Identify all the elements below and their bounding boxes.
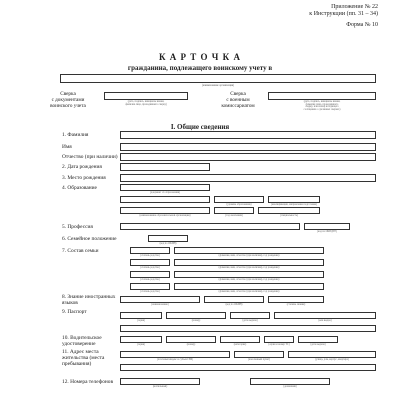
- marital-label: 6. Семейное положение: [62, 236, 117, 242]
- family-kin-hint-3: (степень родства): [140, 278, 160, 281]
- document-subtitle: гражданина, подлежащего воинскому учету в: [127, 64, 273, 72]
- passport-issuer-hint: (кем выдан): [318, 319, 332, 322]
- family-label: 7. Состав семьи: [62, 248, 99, 254]
- name-field[interactable]: [120, 143, 376, 151]
- license-ts-hint: (серия и номер ТС): [268, 343, 290, 346]
- sverka-commissariat-caption: (дата, подпись, инициалы имени, фамилия лица, проводившего сверку, или номер исходящего сообщения о сделанных сверках): [303, 100, 341, 111]
- education-inst-hint: (наименование образовательной организации): [139, 214, 191, 217]
- address-extra-field[interactable]: [120, 364, 376, 371]
- birth-date-label: 2. Дата рождения: [62, 164, 102, 170]
- passport-number-hint: (номер): [191, 319, 201, 322]
- organization-field[interactable]: [60, 74, 376, 83]
- license-series-field[interactable]: [120, 336, 162, 343]
- license-series-hint: (серия): [137, 343, 145, 346]
- language-name-hint: (наименование): [151, 303, 169, 306]
- education-spec-field[interactable]: [268, 196, 320, 203]
- surname-label: 1. Фамилия: [62, 132, 89, 138]
- language-code-field[interactable]: [204, 296, 264, 303]
- education-inst-field[interactable]: [120, 207, 210, 214]
- birth-place-label: 3. Место рождения: [62, 175, 106, 181]
- document-title: К А Р Т О Ч К А: [159, 52, 241, 62]
- passport-issuer-extra[interactable]: [120, 325, 376, 332]
- patronymic-field[interactable]: [120, 153, 376, 161]
- passport-series-field[interactable]: [120, 312, 162, 319]
- license-category-field[interactable]: [220, 336, 260, 343]
- birth-date-field[interactable]: [120, 163, 210, 171]
- address-postcode-hint: (почтовый индекс и субъект РФ): [157, 358, 193, 361]
- organization-caption: (наименование организации): [202, 84, 234, 87]
- name-label: Имя: [62, 144, 72, 150]
- family-kin-4[interactable]: [130, 283, 170, 290]
- license-date-field[interactable]: [298, 336, 338, 343]
- phone-home-field[interactable]: [250, 378, 330, 385]
- appendix-number: Приложение № 22: [331, 4, 378, 10]
- address-settlement-field[interactable]: [234, 351, 284, 358]
- profession-field[interactable]: [120, 223, 300, 230]
- marital-code-hint: (код по ОКИН): [159, 242, 177, 245]
- license-ts-field[interactable]: [264, 336, 294, 343]
- license-date-hint: (дата выдачи): [310, 343, 326, 346]
- sverka-documents-field[interactable]: [104, 92, 188, 100]
- license-number-field[interactable]: [166, 336, 216, 343]
- address-label: 11. Адрес места жительства (места пребывания): [62, 349, 105, 367]
- sverka-commissariat-label: Сверка с военным комиссариатом: [221, 91, 255, 109]
- education-year-hint: (год окончания): [225, 214, 243, 217]
- family-kin-hint-2: (степень родства): [140, 266, 160, 269]
- education-year-field[interactable]: [214, 207, 254, 214]
- family-kin-2[interactable]: [130, 259, 170, 266]
- profession-code-field[interactable]: [304, 223, 350, 230]
- appendix-header: [260, 4, 378, 29]
- surname-field[interactable]: [120, 131, 376, 139]
- passport-date-hint: (дата выдачи): [242, 319, 258, 322]
- education-level-hint: (документ об образовании): [150, 191, 180, 194]
- languages-label: 8. Знание иностранных языков: [62, 294, 116, 306]
- family-person-1[interactable]: [174, 247, 324, 254]
- license-number-hint: (номер): [186, 343, 196, 346]
- family-kin-3[interactable]: [130, 271, 170, 278]
- birth-place-field[interactable]: [120, 174, 376, 182]
- section-1-title: I. Общие сведения: [170, 123, 230, 131]
- education-code-hint: (специальность): [279, 214, 299, 217]
- sverka-commissariat-field[interactable]: [268, 92, 376, 100]
- education-level-field[interactable]: [120, 184, 210, 191]
- marital-field[interactable]: [148, 235, 188, 242]
- family-kin-hint-4: (степень родства): [140, 290, 160, 293]
- family-fio-hint-1: (фамилия, имя, отчество (при наличии), год рождения): [218, 254, 280, 257]
- language-level-hint: (степень знания): [286, 303, 306, 306]
- phone-mobile-field[interactable]: [120, 378, 200, 385]
- passport-issuer-field[interactable]: [274, 312, 376, 319]
- instruction-ref: к Инструкции (пп. 31 – 34): [309, 10, 378, 17]
- profession-code-hint: (код по ОКПДТР): [317, 230, 337, 233]
- form-number: Форма № 10: [346, 21, 378, 28]
- profession-label: 5. Профессия: [62, 224, 93, 230]
- passport-label: 9. Паспорт: [62, 309, 87, 315]
- family-person-3[interactable]: [174, 271, 324, 278]
- language-level-field[interactable]: [268, 296, 324, 303]
- language-code-hint: (код по ОКИН): [225, 303, 243, 306]
- family-fio-hint-2: (фамилия, имя, отчество (при наличии), год рождения): [218, 266, 280, 269]
- phone-mobile-hint: (мобильный): [152, 385, 168, 388]
- passport-date-field[interactable]: [230, 312, 270, 319]
- family-person-2[interactable]: [174, 259, 324, 266]
- family-kin-hint-1: (степень родства): [140, 254, 160, 257]
- language-name-field[interactable]: [120, 296, 200, 303]
- license-category-hint: (категория): [233, 343, 247, 346]
- address-street-field[interactable]: [288, 351, 376, 358]
- license-label: 10. Водительское удостоверение: [62, 335, 102, 347]
- education-doc-field[interactable]: [120, 196, 210, 203]
- phones-label: 12. Номера телефонов: [62, 379, 114, 385]
- family-fio-hint-4: (фамилия, имя, отчество (при наличии), год рождения): [218, 290, 280, 293]
- sverka-documents-caption: (дата, подпись, инициалы имени, фамилия лица, проводившего сверку): [125, 100, 167, 106]
- family-kin-1[interactable]: [130, 247, 170, 254]
- address-settlement-hint: (населенный пункт): [247, 358, 271, 361]
- education-spec-hint: (квалификация, направление подготовки): [271, 203, 317, 206]
- family-fio-hint-3: (фамилия, имя, отчество (при наличии), год рождения): [218, 278, 280, 281]
- patronymic-label: Отчество (при наличии): [62, 154, 118, 160]
- education-qual-hint: (уровень образования): [226, 203, 252, 206]
- sverka-documents-label: Сверка с документами воинского учета: [50, 91, 86, 109]
- education-label: 4. Образование: [62, 185, 97, 191]
- education-qual-field[interactable]: [214, 196, 264, 203]
- family-person-4[interactable]: [174, 283, 324, 290]
- phone-home-hint: (домашний): [283, 385, 297, 388]
- address-postcode-field[interactable]: [120, 351, 230, 358]
- passport-number-field[interactable]: [166, 312, 226, 319]
- education-code-field[interactable]: [258, 207, 320, 214]
- address-street-hint: (улица, дом, корпус, квартира): [315, 358, 349, 361]
- passport-series-hint: (серия): [137, 319, 145, 322]
